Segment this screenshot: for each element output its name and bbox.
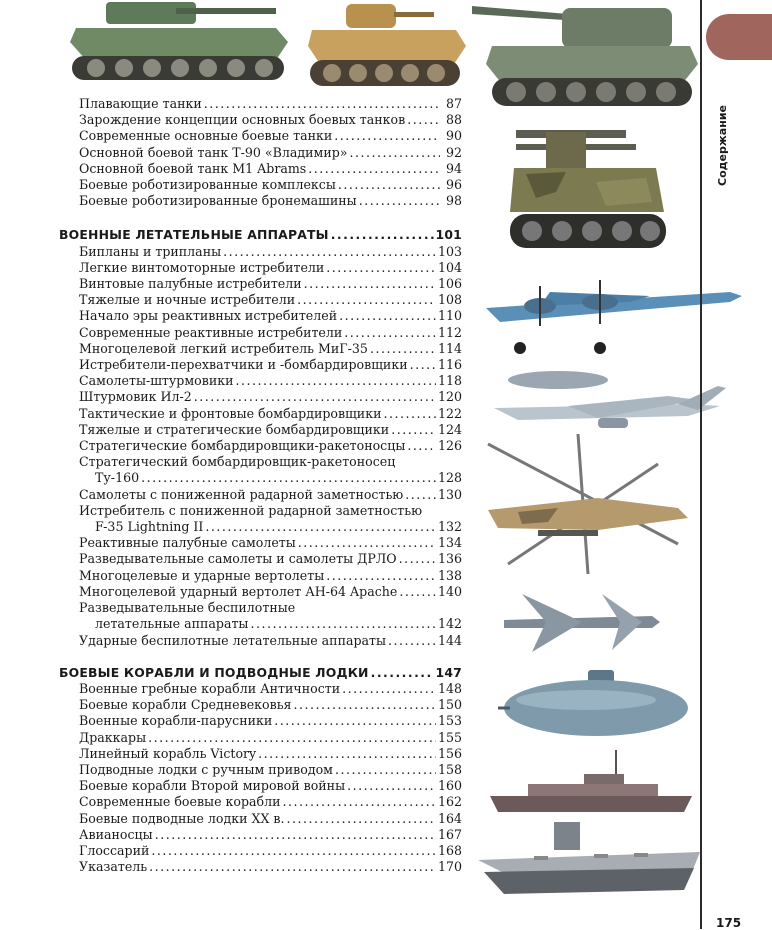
toc-entry[interactable]	[79, 633, 462, 649]
toc-entry[interactable]	[79, 778, 462, 794]
toc-page: 96	[445, 177, 462, 193]
toc-page: 156	[437, 745, 462, 761]
toc-entry[interactable]	[79, 389, 462, 405]
toc-page: 94	[445, 160, 462, 176]
toc-entry[interactable]	[79, 193, 462, 209]
toc-label: Боевые корабли Второй мировой войны	[79, 778, 346, 794]
toc-entry[interactable]	[79, 535, 462, 551]
toc-page: 106	[437, 276, 462, 292]
toc-label: Тяжелые и стратегические бомбардировщики	[79, 421, 390, 437]
toc-entry[interactable]	[79, 762, 462, 778]
toc-entry[interactable]	[79, 487, 462, 503]
toc-label: Тяжелые и ночные истребители	[79, 292, 296, 308]
toc-entry[interactable]	[79, 568, 462, 584]
toc-entry[interactable]	[79, 161, 462, 177]
toc-page: 142	[437, 616, 462, 632]
toc-entry-tu160[interactable]	[79, 470, 462, 486]
section-title: ВОЕННЫЕ ЛЕТАТЕЛЬНЫЕ АППАРАТЫ	[59, 227, 329, 243]
toc-page: 124	[437, 421, 462, 437]
toc-page: 170	[437, 859, 462, 875]
toc-page: 114	[437, 340, 462, 356]
toc-entry[interactable]	[79, 373, 462, 389]
toc-label: Легкие винтомоторные истребители	[79, 259, 325, 275]
toc-page: 116	[437, 357, 462, 373]
section-page: 147	[435, 664, 462, 680]
side-tab-marker	[706, 14, 772, 60]
toc-entry[interactable]	[79, 730, 462, 746]
toc-entry[interactable]	[79, 843, 462, 859]
submarine-illustration	[496, 668, 691, 740]
toc-page: 128	[437, 470, 462, 486]
toc-page: 104	[437, 259, 462, 275]
toc-label: Основной боевой танк Т-90 «Владимир»	[79, 144, 348, 160]
toc-page: 92	[445, 144, 462, 160]
uav-drone-illustration	[502, 588, 662, 658]
section-title: БОЕВЫЕ КОРАБЛИ И ПОДВОДНЫЕ ЛОДКИ	[59, 664, 369, 680]
toc-label: Основной боевой танк M1 Abrams	[79, 160, 307, 176]
toc-entry[interactable]	[79, 681, 462, 697]
toc-label: Драккары	[79, 729, 147, 745]
toc-entry[interactable]	[79, 96, 462, 112]
toc-entry[interactable]	[79, 112, 462, 128]
toc-entry[interactable]	[79, 438, 462, 454]
toc-page: 108	[437, 292, 462, 308]
warship-illustration	[488, 748, 693, 820]
toc-label: Начало эры реактивных истребителей	[79, 308, 338, 324]
toc-entry[interactable]	[79, 859, 462, 875]
toc-page: 103	[437, 243, 462, 259]
toc-page: 110	[437, 308, 462, 324]
toc-label: Указатель	[79, 859, 148, 875]
toc-page: 134	[437, 535, 462, 551]
toc-page: 120	[437, 389, 462, 405]
toc-page: 138	[437, 567, 462, 583]
toc-label: Современные реактивные истребители	[79, 324, 343, 340]
toc-label: F-35 Lightning II	[95, 519, 204, 535]
toc-page: 136	[437, 551, 462, 567]
toc-entry[interactable]	[79, 794, 462, 810]
toc-page: 158	[437, 761, 462, 777]
tank-illustration-modern	[472, 0, 700, 112]
toc-entry[interactable]	[79, 325, 462, 341]
toc-entry[interactable]	[79, 827, 462, 843]
toc-label: Истребители-перехватчики и -бомбардировщики	[79, 357, 408, 373]
side-tab-border	[700, 0, 772, 929]
toc-page: 112	[437, 324, 462, 340]
table-of-contents	[59, 96, 462, 875]
toc-entry[interactable]	[79, 145, 462, 161]
toc-entry-uav-line1[interactable]: Разведывательные беспилотные	[79, 600, 296, 616]
toc-label: Военные гребные корабли Античности	[79, 680, 341, 696]
toc-entry[interactable]	[79, 341, 462, 357]
toc-label: Ту-160	[95, 470, 140, 486]
aircraft-carrier-illustration	[474, 820, 704, 900]
toc-page: 150	[437, 697, 462, 713]
toc-entry[interactable]	[79, 244, 462, 260]
toc-label: Авианосцы	[79, 826, 153, 842]
toc-entry[interactable]	[79, 128, 462, 144]
toc-page: 168	[437, 842, 462, 858]
toc-entry[interactable]	[79, 551, 462, 567]
toc-label: Самолеты с пониженной радарной заметностью	[79, 486, 404, 502]
toc-page: 90	[445, 128, 462, 144]
toc-label: Разведывательные самолеты и самолеты ДРЛО	[79, 551, 397, 567]
toc-entry[interactable]	[79, 422, 462, 438]
toc-entry[interactable]	[79, 713, 462, 729]
toc-page: 148	[437, 680, 462, 696]
toc-entry-tu160-line1[interactable]: Стратегический бомбардировщик-ракетоносец	[79, 454, 396, 470]
toc-label: Боевые корабли Средневековья	[79, 697, 292, 713]
toc-label: Боевые роботизированные бронемашины	[79, 193, 357, 209]
toc-label: Бипланы и трипланы	[79, 243, 222, 259]
toc-label: летательные аппараты	[95, 616, 249, 632]
toc-entry[interactable]	[79, 308, 462, 324]
toc-section-aircraft[interactable]	[59, 227, 462, 243]
toc-label: Стратегические бомбардировщики-ракетоносцы	[79, 438, 406, 454]
toc-label: Подводные лодки с ручным приводом	[79, 761, 333, 777]
toc-entry[interactable]	[79, 584, 462, 600]
toc-label: Многоцелевой легкий истребитель МиГ-35	[79, 340, 368, 356]
toc-page: 132	[437, 519, 462, 535]
section-page: 101	[435, 227, 462, 243]
toc-page: 88	[445, 112, 462, 128]
toc-page: 87	[445, 96, 462, 111]
toc-page: 118	[437, 373, 462, 389]
toc-page: 160	[437, 778, 462, 794]
toc-page: 164	[437, 810, 462, 826]
toc-label: Современные боевые корабли	[79, 794, 281, 810]
toc-page: 162	[437, 794, 462, 810]
toc-label: Штурмовик Ил-2	[79, 389, 192, 405]
toc-label: Ударные беспилотные летательные аппараты	[79, 632, 387, 648]
toc-label: Многоцелевой ударный вертолет АН-64 Apache	[79, 583, 398, 599]
toc-entry[interactable]	[79, 177, 462, 193]
toc-label: Глоссарий	[79, 842, 150, 858]
tank-illustration-green	[66, 0, 296, 90]
toc-label: Военные корабли-парусники	[79, 713, 273, 729]
toc-page: 122	[437, 405, 462, 421]
toc-section-ships[interactable]	[59, 665, 462, 681]
toc-label: Реактивные палубные самолеты	[79, 535, 296, 551]
toc-page: 167	[437, 826, 462, 842]
toc-label: Линейный корабль Victory	[79, 745, 257, 761]
helicopter-illustration	[478, 434, 703, 584]
toc-page: 98	[445, 193, 462, 209]
toc-label: Винтовые палубные истребители	[79, 276, 302, 292]
toc-entry[interactable]	[79, 697, 462, 713]
toc-entry[interactable]	[79, 276, 462, 292]
toc-label: Зарождение концепции основных боевых танков	[79, 112, 406, 128]
page-number: 175	[716, 916, 742, 930]
toc-entry[interactable]	[79, 406, 462, 422]
toc-label: Самолеты-штурмовики	[79, 373, 234, 389]
toc-label: Плавающие танки	[79, 96, 202, 111]
toc-label: Многоцелевые и ударные вертолеты	[79, 567, 325, 583]
toc-label: Тактические и фронтовые бомбардировщики	[79, 405, 382, 421]
toc-entry[interactable]	[79, 260, 462, 276]
toc-entry-f35-line1[interactable]: Истребитель с пониженной радарной заметностью	[79, 502, 423, 518]
toc-page: 155	[437, 729, 462, 745]
toc-entry[interactable]	[79, 357, 462, 373]
toc-page: 153	[437, 713, 462, 729]
toc-entry[interactable]	[79, 292, 462, 308]
robot-vehicle-illustration	[506, 122, 671, 257]
toc-entry-f35[interactable]	[79, 519, 462, 535]
toc-page: 126	[437, 438, 462, 454]
toc-label: Современные основные боевые танки	[79, 128, 333, 144]
tank-illustration-sand	[306, 0, 471, 95]
toc-page: 140	[437, 583, 462, 599]
toc-entry-uav[interactable]	[79, 616, 462, 632]
toc-entry[interactable]	[79, 746, 462, 762]
toc-page: 144	[437, 632, 462, 648]
toc-page: 130	[437, 486, 462, 502]
side-tab-label: Содержание	[716, 105, 729, 186]
toc-label: Боевые роботизированные комплексы	[79, 177, 336, 193]
toc-label: Боевые подводные лодки XX в.	[79, 810, 285, 826]
toc-entry[interactable]	[79, 811, 462, 827]
